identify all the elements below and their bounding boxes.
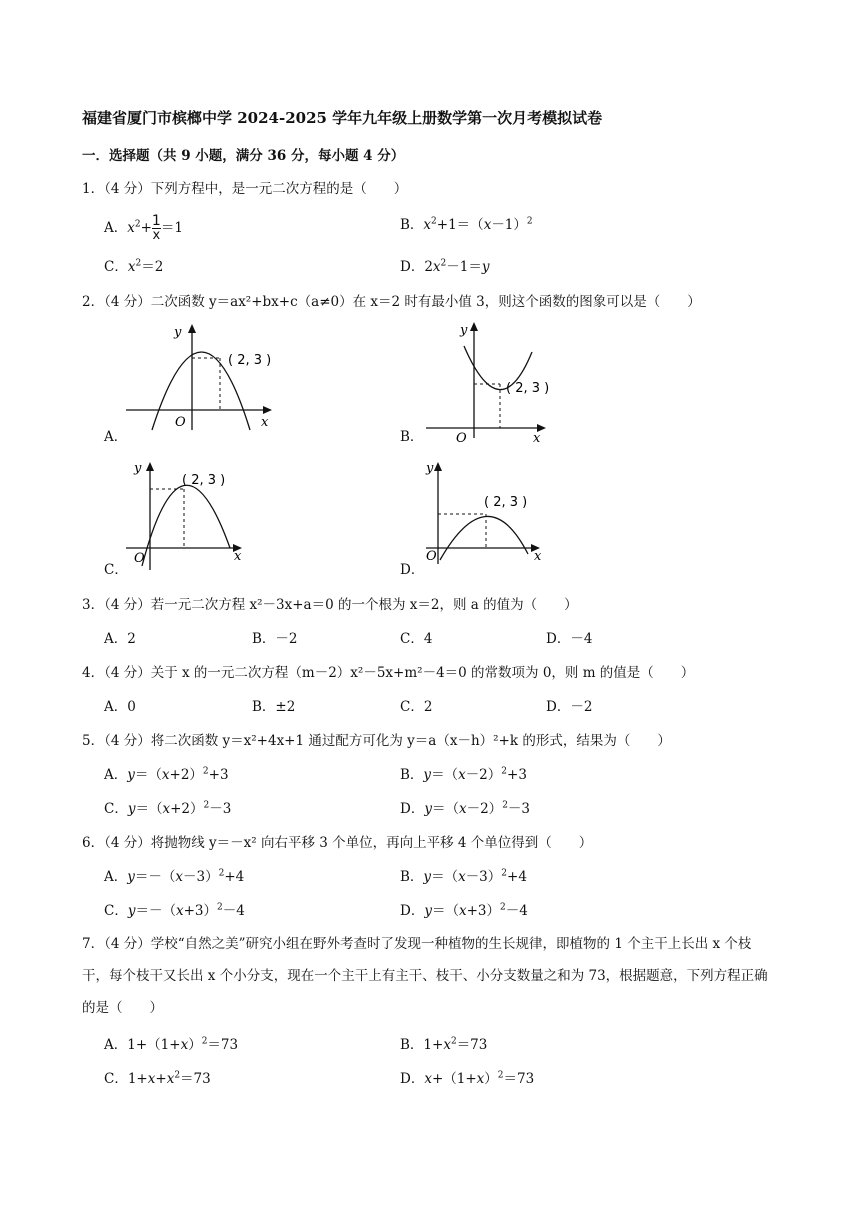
q1-option-c: C．$x^2=2$	[104, 258, 164, 275]
graph-a-point-label: ( 2, 3 )	[228, 353, 272, 368]
question-number: 1．	[82, 181, 105, 197]
q4-option-a: A．0	[104, 699, 136, 715]
svg-text:x: x	[261, 415, 269, 430]
q6-option-a: A．$y=-(x-3)^2+4$	[104, 868, 245, 885]
q2-option-a-label: A．	[104, 429, 128, 445]
question-stem: （4 分）下列方程中，是一元二次方程的是（ ）	[104, 181, 408, 197]
q1-option-b: B．$x^2+1=(x-1)^2$	[400, 216, 533, 233]
q2-option-b-label: B．	[400, 429, 424, 445]
svg-text:O: O	[175, 415, 186, 430]
question-4: 4．（4 分）关于 x 的一元二次方程（m－2）x²－5x+m²－4＝0 的常数项为 0，则 m 的值是（ ）	[82, 665, 695, 681]
q5-option-d: D．$y=(x-2)^2-3$	[400, 800, 531, 817]
q1-option-a: A．$x^2+$ $\frac{1}{x}$ ＝1	[104, 213, 183, 243]
graph-b-point-label: ( 2, 3 )	[506, 381, 550, 396]
q6-option-d: D．$y=(x+3)^2-4$	[400, 902, 528, 919]
q4-option-b: B．±2	[252, 699, 296, 715]
q1-option-d: D．$2x^2-1=y$	[400, 258, 490, 275]
question-2: 2．（4 分）二次函数 y＝ax²+bx+c（a≠0）在 x＝2 时有最小值 3，则这个函数的图象可以是（ ）	[82, 294, 701, 310]
q3-option-d: D．－4	[546, 631, 593, 647]
q7-option-b: B．$1+x^2=73$	[400, 1036, 488, 1053]
question-5: 5．（4 分）将二次函数 y＝x²+4x+1 通过配方可化为 y＝a（x－h）²+k 的形式，结果为（ ）	[82, 733, 671, 749]
svg-text:O: O	[456, 431, 467, 444]
q5-option-c: C．$y=(x+2)^2-3$	[104, 800, 232, 817]
graph-a	[120, 318, 280, 436]
svg-text:y: y	[174, 325, 182, 340]
graph-c-point-label: ( 2, 3 )	[182, 473, 226, 488]
q4-option-d: D．－2	[546, 699, 593, 715]
q7-option-a: A．$1+(1+x)^2=73$	[104, 1036, 239, 1053]
q4-option-c: C．2	[400, 699, 433, 715]
q3-option-b: B．－2	[252, 631, 298, 647]
svg-text:x: x	[533, 431, 541, 444]
q5-option-b: B．$y=(x-2)^2+3$	[400, 766, 527, 783]
question-3: 3．（4 分）若一元二次方程 x²－3x+a＝0 的一个根为 x＝2，则 a 的值为（ ）	[82, 597, 578, 613]
q7-option-c: C．$1+x+x^2=73$	[104, 1070, 211, 1087]
graph-c	[120, 456, 260, 570]
svg-text:O: O	[426, 549, 437, 564]
svg-text:y: y	[134, 461, 142, 476]
question-7: 7．（4 分）学校“自然之美”研究小组在野外考查时了发现一种植物的生长规律，即植物的 1 个主干上长出 x 个枝干，每个枝干又长出 x 个小分支，现在一个主干上有主干、枝干、小分支数量之和为 73，根据题意，下列方程正确的是（ ）	[82, 936, 768, 1016]
graph-b	[420, 318, 570, 444]
question-6: 6．（4 分）将抛物线 y＝－x² 向右平移 3 个单位，再向上平移 4 个单位得到（ ）	[82, 835, 593, 851]
svg-text:x: x	[534, 549, 542, 564]
question-1	[82, 179, 407, 199]
svg-text:x: x	[234, 549, 242, 564]
graph-d	[420, 456, 560, 570]
q6-option-b: B．$y=(x-3)^2+4$	[400, 868, 527, 885]
graph-d-point-label: ( 2, 3 )	[484, 495, 528, 510]
q2-option-d-label: D．	[400, 562, 425, 578]
q3-option-a: A．2	[104, 631, 136, 647]
q6-option-c: C．$y=-(x+3)^2-4$	[104, 902, 245, 919]
section-heading: 一．选择题（共 9 小题，满分 36 分，每小题 4 分）	[82, 148, 405, 164]
svg-text:y: y	[426, 461, 434, 476]
q7-option-d: D．$x+(1+x)^2=73$	[400, 1070, 535, 1087]
page-title: 福建省厦门市槟榔中学 2024-2025 学年九年级上册数学第一次月考模拟试卷	[82, 109, 603, 127]
svg-text:O: O	[134, 551, 145, 566]
q3-option-c: C．4	[400, 631, 433, 647]
q5-option-a: A．$y=(x+2)^2+3$	[104, 766, 229, 783]
svg-text:y: y	[460, 323, 468, 338]
q2-option-c-label: C．	[104, 562, 128, 578]
